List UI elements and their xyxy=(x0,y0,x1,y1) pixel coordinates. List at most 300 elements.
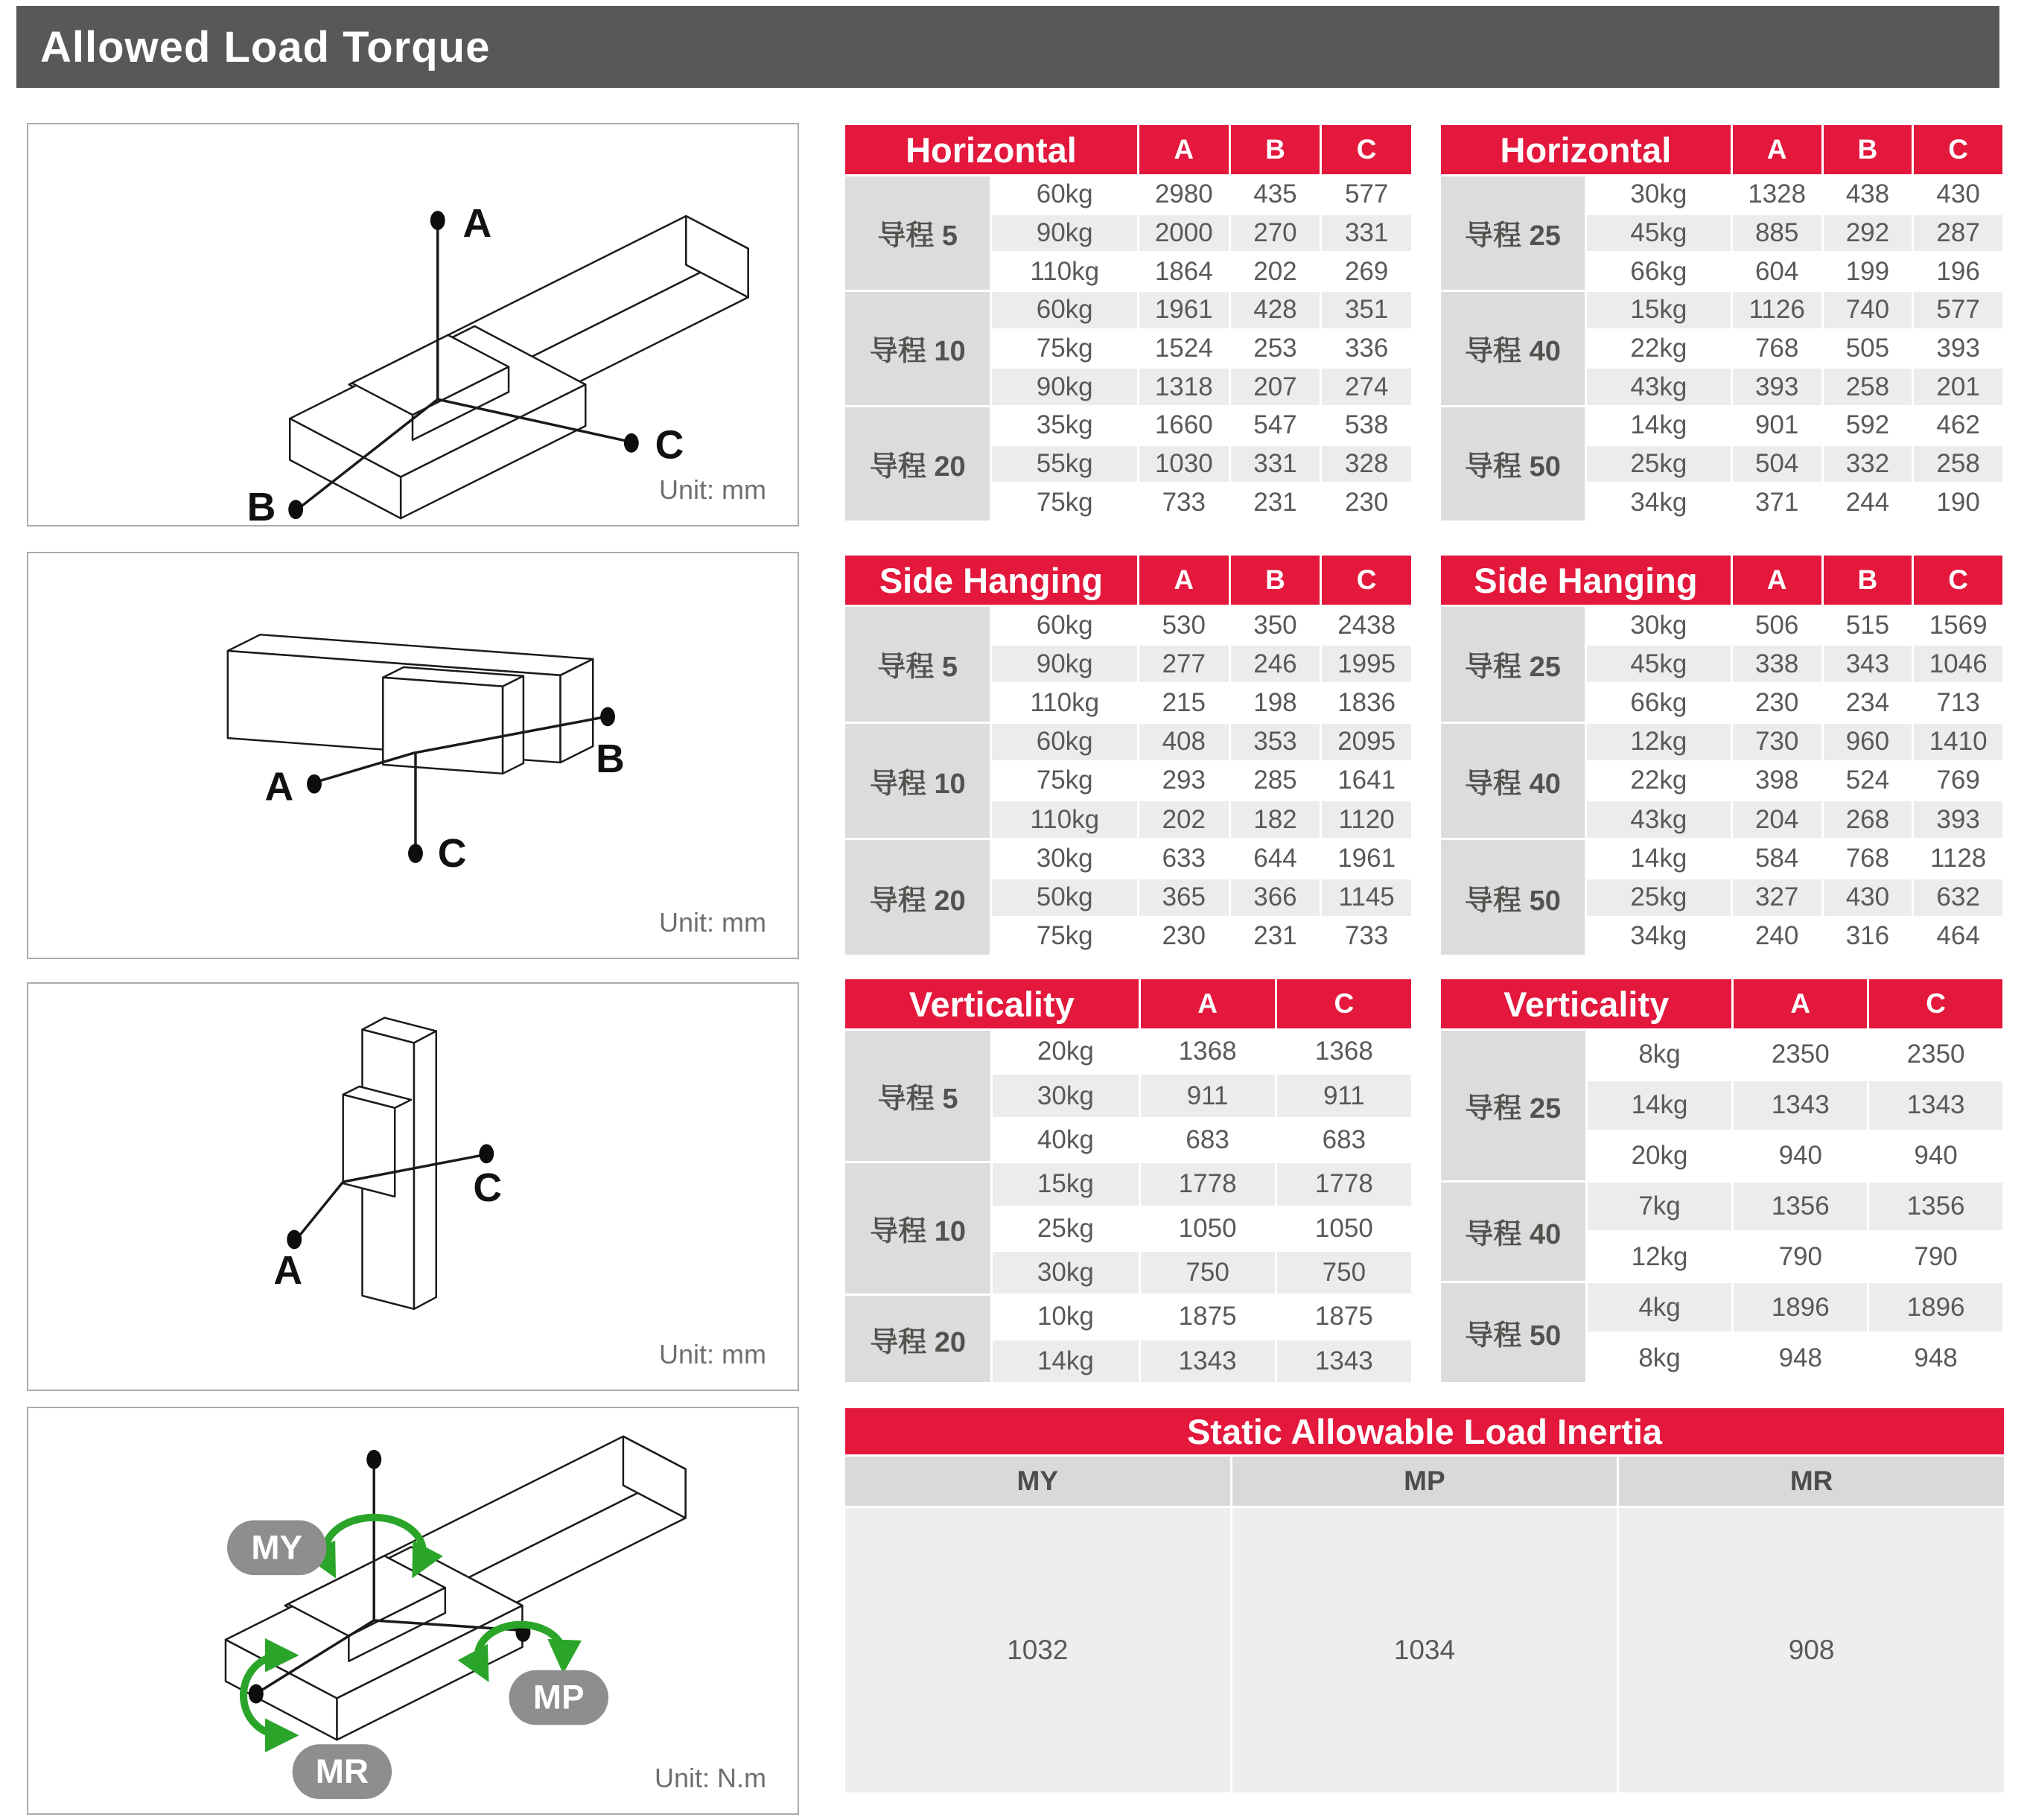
table-row xyxy=(845,1296,1411,1337)
load-cell: 60kg xyxy=(992,607,1136,643)
load-cell: 75kg xyxy=(992,763,1136,799)
torque-value-cell: 270 xyxy=(1231,215,1320,252)
table-header-row xyxy=(1441,556,2002,605)
torque-value-cell: 1030 xyxy=(1139,446,1229,483)
load-cell: 35kg xyxy=(992,407,1136,444)
torque-value-cell: 750 xyxy=(1277,1252,1411,1294)
load-cell: 43kg xyxy=(1587,801,1731,838)
table-header-row xyxy=(845,556,1411,605)
lead-group-label: 导程 40 xyxy=(1441,1183,1585,1282)
point-label-c: C xyxy=(655,422,684,468)
load-cell: 60kg xyxy=(992,724,1136,760)
lead-group-label: 导程 25 xyxy=(1441,176,1585,290)
inertia-column-mp: MP xyxy=(1232,1457,1617,1506)
load-cell: 90kg xyxy=(992,646,1136,682)
torque-value-cell: 1410 xyxy=(1914,724,2002,760)
table-row xyxy=(1441,176,2002,213)
diagram-horizontal-box xyxy=(27,123,799,526)
torque-value-cell: 1875 xyxy=(1277,1296,1411,1337)
load-cell: 12kg xyxy=(1588,1232,1732,1281)
torque-value-cell: 604 xyxy=(1733,253,1821,290)
load-cell: 20kg xyxy=(1588,1132,1732,1180)
load-table-grid xyxy=(843,123,1413,523)
inertia-grid xyxy=(843,1406,2006,1795)
lead-group-label: 导程 5 xyxy=(845,1031,990,1161)
torque-value-cell: 230 xyxy=(1733,684,1821,721)
load-cell: 15kg xyxy=(993,1163,1138,1205)
torque-value-cell: 332 xyxy=(1824,446,1912,483)
lead-group-label: 导程 10 xyxy=(845,1163,990,1294)
load-cell: 40kg xyxy=(993,1119,1138,1161)
torque-value-cell: 1368 xyxy=(1141,1031,1275,1072)
table-row xyxy=(1441,724,2002,760)
load-table-grid xyxy=(1439,553,2005,957)
torque-value-cell: 633 xyxy=(1139,840,1229,876)
load-cell: 20kg xyxy=(993,1031,1138,1072)
torque-value-cell: 285 xyxy=(1231,763,1320,799)
load-cell: 30kg xyxy=(1587,176,1731,213)
load-table-grid xyxy=(1439,977,2005,1384)
torque-value-cell: 464 xyxy=(1914,918,2002,955)
torque-value-cell: 202 xyxy=(1139,801,1229,838)
torque-value-cell: 515 xyxy=(1824,607,1912,643)
torque-value-cell: 287 xyxy=(1914,215,2002,252)
torque-value-cell: 733 xyxy=(1322,918,1411,955)
torque-value-cell: 730 xyxy=(1733,724,1821,760)
side-hanging-diagram xyxy=(28,553,798,958)
inertia-title: Static Allowable Load Inertia xyxy=(845,1408,2004,1454)
table-row xyxy=(845,1163,1411,1205)
table-row xyxy=(845,292,1411,328)
torque-value-cell: 584 xyxy=(1733,840,1821,876)
lead-group-label: 导程 10 xyxy=(845,292,990,405)
torque-value-cell: 1050 xyxy=(1277,1208,1411,1250)
point-label-a: A xyxy=(273,1248,303,1294)
unit-label: Unit: mm xyxy=(659,1339,766,1369)
torque-value-cell: 768 xyxy=(1733,331,1821,367)
table-row xyxy=(1441,607,2002,643)
point-dot-c xyxy=(408,844,423,863)
load-table-grid xyxy=(1439,123,2005,523)
column-header: C xyxy=(1914,125,2002,174)
torque-value-cell: 393 xyxy=(1733,369,1821,405)
axis-dot-mr xyxy=(249,1684,264,1704)
inertia-value-mp: 1034 xyxy=(1232,1508,1617,1792)
lead-group-label: 导程 5 xyxy=(845,176,990,290)
torque-value-cell: 1778 xyxy=(1141,1163,1275,1205)
torque-value-cell: 2095 xyxy=(1322,724,1411,760)
table-row xyxy=(1441,840,2002,876)
point-dot-b xyxy=(600,707,615,726)
torque-value-cell: 1343 xyxy=(1734,1081,1867,1130)
load-cell: 25kg xyxy=(1587,879,1731,916)
torque-value-cell: 269 xyxy=(1322,253,1411,290)
torque-value-cell: 911 xyxy=(1277,1075,1411,1116)
torque-value-cell: 182 xyxy=(1231,801,1320,838)
torque-value-cell: 2000 xyxy=(1139,215,1229,252)
torque-value-cell: 393 xyxy=(1914,801,2002,838)
table-title: Side Hanging xyxy=(845,556,1137,605)
column-header: A xyxy=(1139,125,1229,174)
torque-value-cell: 530 xyxy=(1139,607,1229,643)
point-label-b: B xyxy=(596,736,625,781)
load-cell: 30kg xyxy=(993,1252,1138,1294)
torque-value-cell: 683 xyxy=(1277,1119,1411,1161)
table-title: Side Hanging xyxy=(1441,556,1731,605)
table-side-hanging-right xyxy=(1439,553,2005,957)
torque-value-cell: 885 xyxy=(1733,215,1821,252)
column-header: C xyxy=(1914,556,2002,605)
point-label-c: C xyxy=(473,1165,503,1210)
table-title: Verticality xyxy=(845,979,1139,1028)
load-cell: 60kg xyxy=(992,292,1136,328)
column-header: A xyxy=(1139,556,1229,605)
load-cell: 75kg xyxy=(992,484,1136,521)
torque-value-cell: 202 xyxy=(1231,253,1320,290)
moment-label-mr xyxy=(293,1744,392,1799)
carriage-block xyxy=(383,667,524,774)
moment-label-mp xyxy=(509,1670,608,1725)
torque-value-cell: 398 xyxy=(1733,763,1821,799)
torque-value-cell: 1145 xyxy=(1322,879,1411,916)
torque-value-cell: 911 xyxy=(1141,1075,1275,1116)
load-cell: 10kg xyxy=(993,1296,1138,1337)
torque-value-cell: 940 xyxy=(1869,1132,2002,1180)
lead-group-label: 导程 20 xyxy=(845,407,990,521)
torque-value-cell: 231 xyxy=(1231,484,1320,521)
torque-value-cell: 350 xyxy=(1231,607,1320,643)
load-cell: 30kg xyxy=(993,1075,1138,1116)
torque-value-cell: 1343 xyxy=(1277,1340,1411,1382)
torque-value-cell: 592 xyxy=(1824,407,1912,444)
torque-value-cell: 199 xyxy=(1824,253,1912,290)
torque-value-cell: 274 xyxy=(1322,369,1411,405)
moment-label-mp-text: MP xyxy=(532,1678,585,1716)
torque-value-cell: 277 xyxy=(1139,646,1229,682)
torque-value-cell: 327 xyxy=(1733,879,1821,916)
load-cell: 8kg xyxy=(1588,1334,1732,1382)
torque-value-cell: 505 xyxy=(1824,331,1912,367)
torque-value-cell: 1356 xyxy=(1734,1183,1867,1231)
load-cell: 30kg xyxy=(992,840,1136,876)
torque-value-cell: 234 xyxy=(1824,684,1912,721)
load-cell: 66kg xyxy=(1587,253,1731,290)
torque-value-cell: 258 xyxy=(1824,369,1912,405)
load-cell: 66kg xyxy=(1587,684,1731,721)
table-row xyxy=(1441,1031,2002,1079)
torque-value-cell: 644 xyxy=(1231,840,1320,876)
torque-value-cell: 240 xyxy=(1733,918,1821,955)
table-header-row xyxy=(1441,125,2002,174)
torque-value-cell: 1864 xyxy=(1139,253,1229,290)
torque-value-cell: 577 xyxy=(1322,176,1411,213)
torque-value-cell: 547 xyxy=(1231,407,1320,444)
load-cell: 14kg xyxy=(1587,407,1731,444)
axis-line-a xyxy=(299,1182,343,1236)
torque-value-cell: 1120 xyxy=(1322,801,1411,838)
torque-value-cell: 231 xyxy=(1231,918,1320,955)
diagram-side-hanging-box xyxy=(27,552,799,959)
torque-value-cell: 790 xyxy=(1734,1232,1867,1281)
moment-label-mr-text: MR xyxy=(315,1752,369,1791)
point-label-b: B xyxy=(246,485,276,525)
table-header-row xyxy=(845,125,1411,174)
table-row xyxy=(1441,1183,2002,1231)
load-cell: 55kg xyxy=(992,446,1136,483)
torque-value-cell: 1569 xyxy=(1914,607,2002,643)
load-cell: 110kg xyxy=(992,253,1136,290)
torque-value-cell: 1995 xyxy=(1322,646,1411,682)
load-cell: 14kg xyxy=(1587,840,1731,876)
lead-group-label: 导程 50 xyxy=(1441,407,1585,521)
load-cell: 30kg xyxy=(1587,607,1731,643)
torque-value-cell: 371 xyxy=(1733,484,1821,521)
torque-value-cell: 577 xyxy=(1914,292,2002,328)
torque-value-cell: 253 xyxy=(1231,331,1320,367)
inertia-value-mr: 908 xyxy=(1619,1508,2004,1792)
torque-value-cell: 1875 xyxy=(1141,1296,1275,1337)
column-header: A xyxy=(1733,556,1821,605)
load-cell: 45kg xyxy=(1587,215,1731,252)
unit-label: Unit: mm xyxy=(659,907,766,938)
torque-value-cell: 230 xyxy=(1139,918,1229,955)
point-dot-a xyxy=(430,211,445,230)
table-horizontal-left xyxy=(843,123,1413,523)
torque-value-cell: 1961 xyxy=(1322,840,1411,876)
load-cell: 22kg xyxy=(1587,763,1731,799)
table-row xyxy=(845,1031,1411,1072)
torque-value-cell: 2350 xyxy=(1734,1031,1867,1079)
load-cell: 8kg xyxy=(1588,1031,1732,1079)
load-table-grid xyxy=(843,977,1413,1384)
torque-value-cell: 258 xyxy=(1914,446,2002,483)
load-cell: 14kg xyxy=(1588,1081,1732,1130)
torque-value-cell: 733 xyxy=(1139,484,1229,521)
torque-value-cell: 960 xyxy=(1824,724,1912,760)
torque-value-cell: 1524 xyxy=(1139,331,1229,367)
torque-value-cell: 338 xyxy=(1733,646,1821,682)
torque-value-cell: 230 xyxy=(1322,484,1411,521)
inertia-value-my: 1032 xyxy=(845,1508,1230,1792)
load-cell: 110kg xyxy=(992,801,1136,838)
table-verticality-right xyxy=(1439,977,2005,1384)
torque-value-cell: 1368 xyxy=(1277,1031,1411,1072)
load-cell: 110kg xyxy=(992,684,1136,721)
point-dot-a xyxy=(307,774,322,794)
torque-value-cell: 2980 xyxy=(1139,176,1229,213)
column-header: C xyxy=(1322,556,1411,605)
torque-value-cell: 1660 xyxy=(1139,407,1229,444)
point-dot-c xyxy=(479,1144,494,1163)
torque-value-cell: 198 xyxy=(1231,684,1320,721)
torque-value-cell: 353 xyxy=(1231,724,1320,760)
torque-value-cell: 1641 xyxy=(1322,763,1411,799)
torque-value-cell: 293 xyxy=(1139,763,1229,799)
table-row xyxy=(845,724,1411,760)
load-cell: 75kg xyxy=(992,918,1136,955)
load-cell: 25kg xyxy=(993,1208,1138,1250)
torque-value-cell: 790 xyxy=(1869,1232,2002,1281)
lead-group-label: 导程 25 xyxy=(1441,1031,1585,1180)
torque-value-cell: 1126 xyxy=(1733,292,1821,328)
torque-value-cell: 1343 xyxy=(1869,1081,2002,1130)
load-cell: 45kg xyxy=(1587,646,1731,682)
lead-group-label: 导程 20 xyxy=(845,840,990,955)
torque-value-cell: 1961 xyxy=(1139,292,1229,328)
table-header-row xyxy=(845,979,1411,1028)
column-header: B xyxy=(1824,125,1912,174)
table-row xyxy=(845,176,1411,213)
column-header: C xyxy=(1869,979,2002,1028)
load-table-grid xyxy=(843,553,1413,957)
column-header: B xyxy=(1231,125,1320,174)
torque-value-cell: 207 xyxy=(1231,369,1320,405)
torque-value-cell: 268 xyxy=(1824,801,1912,838)
torque-value-cell: 438 xyxy=(1824,176,1912,213)
column-header: B xyxy=(1231,556,1320,605)
torque-value-cell: 462 xyxy=(1914,407,2002,444)
moment-label-my-text: MY xyxy=(251,1528,303,1567)
diagram-moment-box xyxy=(27,1407,799,1815)
torque-value-cell: 331 xyxy=(1322,215,1411,252)
point-dot-a xyxy=(287,1230,302,1250)
page-title-bar xyxy=(16,6,1999,88)
torque-value-cell: 769 xyxy=(1914,763,2002,799)
lead-group-label: 导程 50 xyxy=(1441,840,1585,955)
table-side-hanging-left xyxy=(843,553,1413,957)
table-title: Horizontal xyxy=(1441,125,1731,174)
load-cell: 15kg xyxy=(1587,292,1731,328)
table-static-inertia xyxy=(843,1406,2006,1795)
torque-value-cell: 366 xyxy=(1231,879,1320,916)
torque-value-cell: 1318 xyxy=(1139,369,1229,405)
torque-value-cell: 2438 xyxy=(1322,607,1411,643)
point-dot-b xyxy=(288,500,303,519)
diagram-verticality-box xyxy=(27,982,799,1391)
torque-value-cell: 1128 xyxy=(1914,840,2002,876)
torque-value-cell: 430 xyxy=(1914,176,2002,213)
column-header: A xyxy=(1733,125,1821,174)
table-horizontal-right xyxy=(1439,123,2005,523)
moment-label-my xyxy=(227,1520,326,1575)
torque-value-cell: 1778 xyxy=(1277,1163,1411,1205)
torque-value-cell: 940 xyxy=(1734,1132,1867,1180)
torque-value-cell: 244 xyxy=(1824,484,1912,521)
torque-value-cell: 1328 xyxy=(1733,176,1821,213)
column-header: A xyxy=(1734,979,1867,1028)
load-cell: 60kg xyxy=(992,176,1136,213)
torque-value-cell: 204 xyxy=(1733,801,1821,838)
torque-value-cell: 331 xyxy=(1231,446,1320,483)
point-label-c: C xyxy=(437,830,467,876)
table-row xyxy=(845,607,1411,643)
column-header: B xyxy=(1824,556,1912,605)
load-cell: 50kg xyxy=(992,879,1136,916)
torque-value-cell: 1836 xyxy=(1322,684,1411,721)
torque-value-cell: 713 xyxy=(1914,684,2002,721)
table-row xyxy=(845,840,1411,876)
torque-value-cell: 292 xyxy=(1824,215,1912,252)
point-label-a: A xyxy=(264,764,294,809)
lead-group-label: 导程 10 xyxy=(845,724,990,839)
lead-group-label: 导程 25 xyxy=(1441,607,1585,722)
page-title: Allowed Load Torque xyxy=(40,22,491,71)
lead-group-label: 导程 40 xyxy=(1441,724,1585,839)
torque-value-cell: 538 xyxy=(1322,407,1411,444)
load-cell: 34kg xyxy=(1587,484,1731,521)
torque-value-cell: 768 xyxy=(1824,840,1912,876)
table-row xyxy=(1441,292,2002,328)
lead-group-label: 导程 5 xyxy=(845,607,990,722)
torque-value-cell: 246 xyxy=(1231,646,1320,682)
torque-value-cell: 351 xyxy=(1322,292,1411,328)
torque-value-cell: 215 xyxy=(1139,684,1229,721)
load-cell: 7kg xyxy=(1588,1183,1732,1231)
torque-value-cell: 428 xyxy=(1231,292,1320,328)
torque-value-cell: 1343 xyxy=(1141,1340,1275,1382)
table-row xyxy=(1441,407,2002,444)
verticality-diagram xyxy=(28,984,798,1390)
point-label-a: A xyxy=(462,200,492,246)
torque-value-cell: 435 xyxy=(1231,176,1320,213)
torque-value-cell: 190 xyxy=(1914,484,2002,521)
torque-value-cell: 316 xyxy=(1824,918,1912,955)
column-header: C xyxy=(1277,979,1411,1028)
torque-value-cell: 948 xyxy=(1869,1334,2002,1382)
unit-label: Unit: N.m xyxy=(654,1763,766,1793)
load-cell: 25kg xyxy=(1587,446,1731,483)
torque-value-cell: 1356 xyxy=(1869,1183,2002,1231)
point-dot-c xyxy=(624,433,639,453)
load-cell: 34kg xyxy=(1587,918,1731,955)
axis-dot-my xyxy=(366,1450,381,1469)
lead-group-label: 导程 50 xyxy=(1441,1283,1585,1382)
table-verticality-left xyxy=(843,977,1413,1384)
inertia-column-mr: MR xyxy=(1619,1457,2004,1506)
torque-value-cell: 683 xyxy=(1141,1119,1275,1161)
torque-value-cell: 1896 xyxy=(1734,1283,1867,1331)
inertia-column-my: MY xyxy=(845,1457,1230,1506)
torque-value-cell: 948 xyxy=(1734,1334,1867,1382)
torque-value-cell: 365 xyxy=(1139,879,1229,916)
torque-value-cell: 1046 xyxy=(1914,646,2002,682)
moment-diagram xyxy=(28,1408,798,1813)
torque-value-cell: 343 xyxy=(1824,646,1912,682)
column-header: C xyxy=(1322,125,1411,174)
lead-group-label: 导程 40 xyxy=(1441,292,1585,405)
torque-value-cell: 393 xyxy=(1914,331,2002,367)
torque-value-cell: 632 xyxy=(1914,879,2002,916)
torque-value-cell: 524 xyxy=(1824,763,1912,799)
load-cell: 43kg xyxy=(1587,369,1731,405)
torque-value-cell: 328 xyxy=(1322,446,1411,483)
torque-value-cell: 430 xyxy=(1824,879,1912,916)
table-row xyxy=(845,407,1411,444)
table-header-row xyxy=(1441,979,2002,1028)
torque-value-cell: 336 xyxy=(1322,331,1411,367)
torque-value-cell: 901 xyxy=(1733,407,1821,444)
load-cell: 75kg xyxy=(992,331,1136,367)
load-cell: 22kg xyxy=(1587,331,1731,367)
torque-value-cell: 1050 xyxy=(1141,1208,1275,1250)
load-cell: 14kg xyxy=(993,1340,1138,1382)
torque-value-cell: 506 xyxy=(1733,607,1821,643)
torque-value-cell: 750 xyxy=(1141,1252,1275,1294)
torque-value-cell: 196 xyxy=(1914,253,2002,290)
lead-group-label: 导程 20 xyxy=(845,1296,990,1382)
torque-value-cell: 408 xyxy=(1139,724,1229,760)
column-header: A xyxy=(1141,979,1275,1028)
